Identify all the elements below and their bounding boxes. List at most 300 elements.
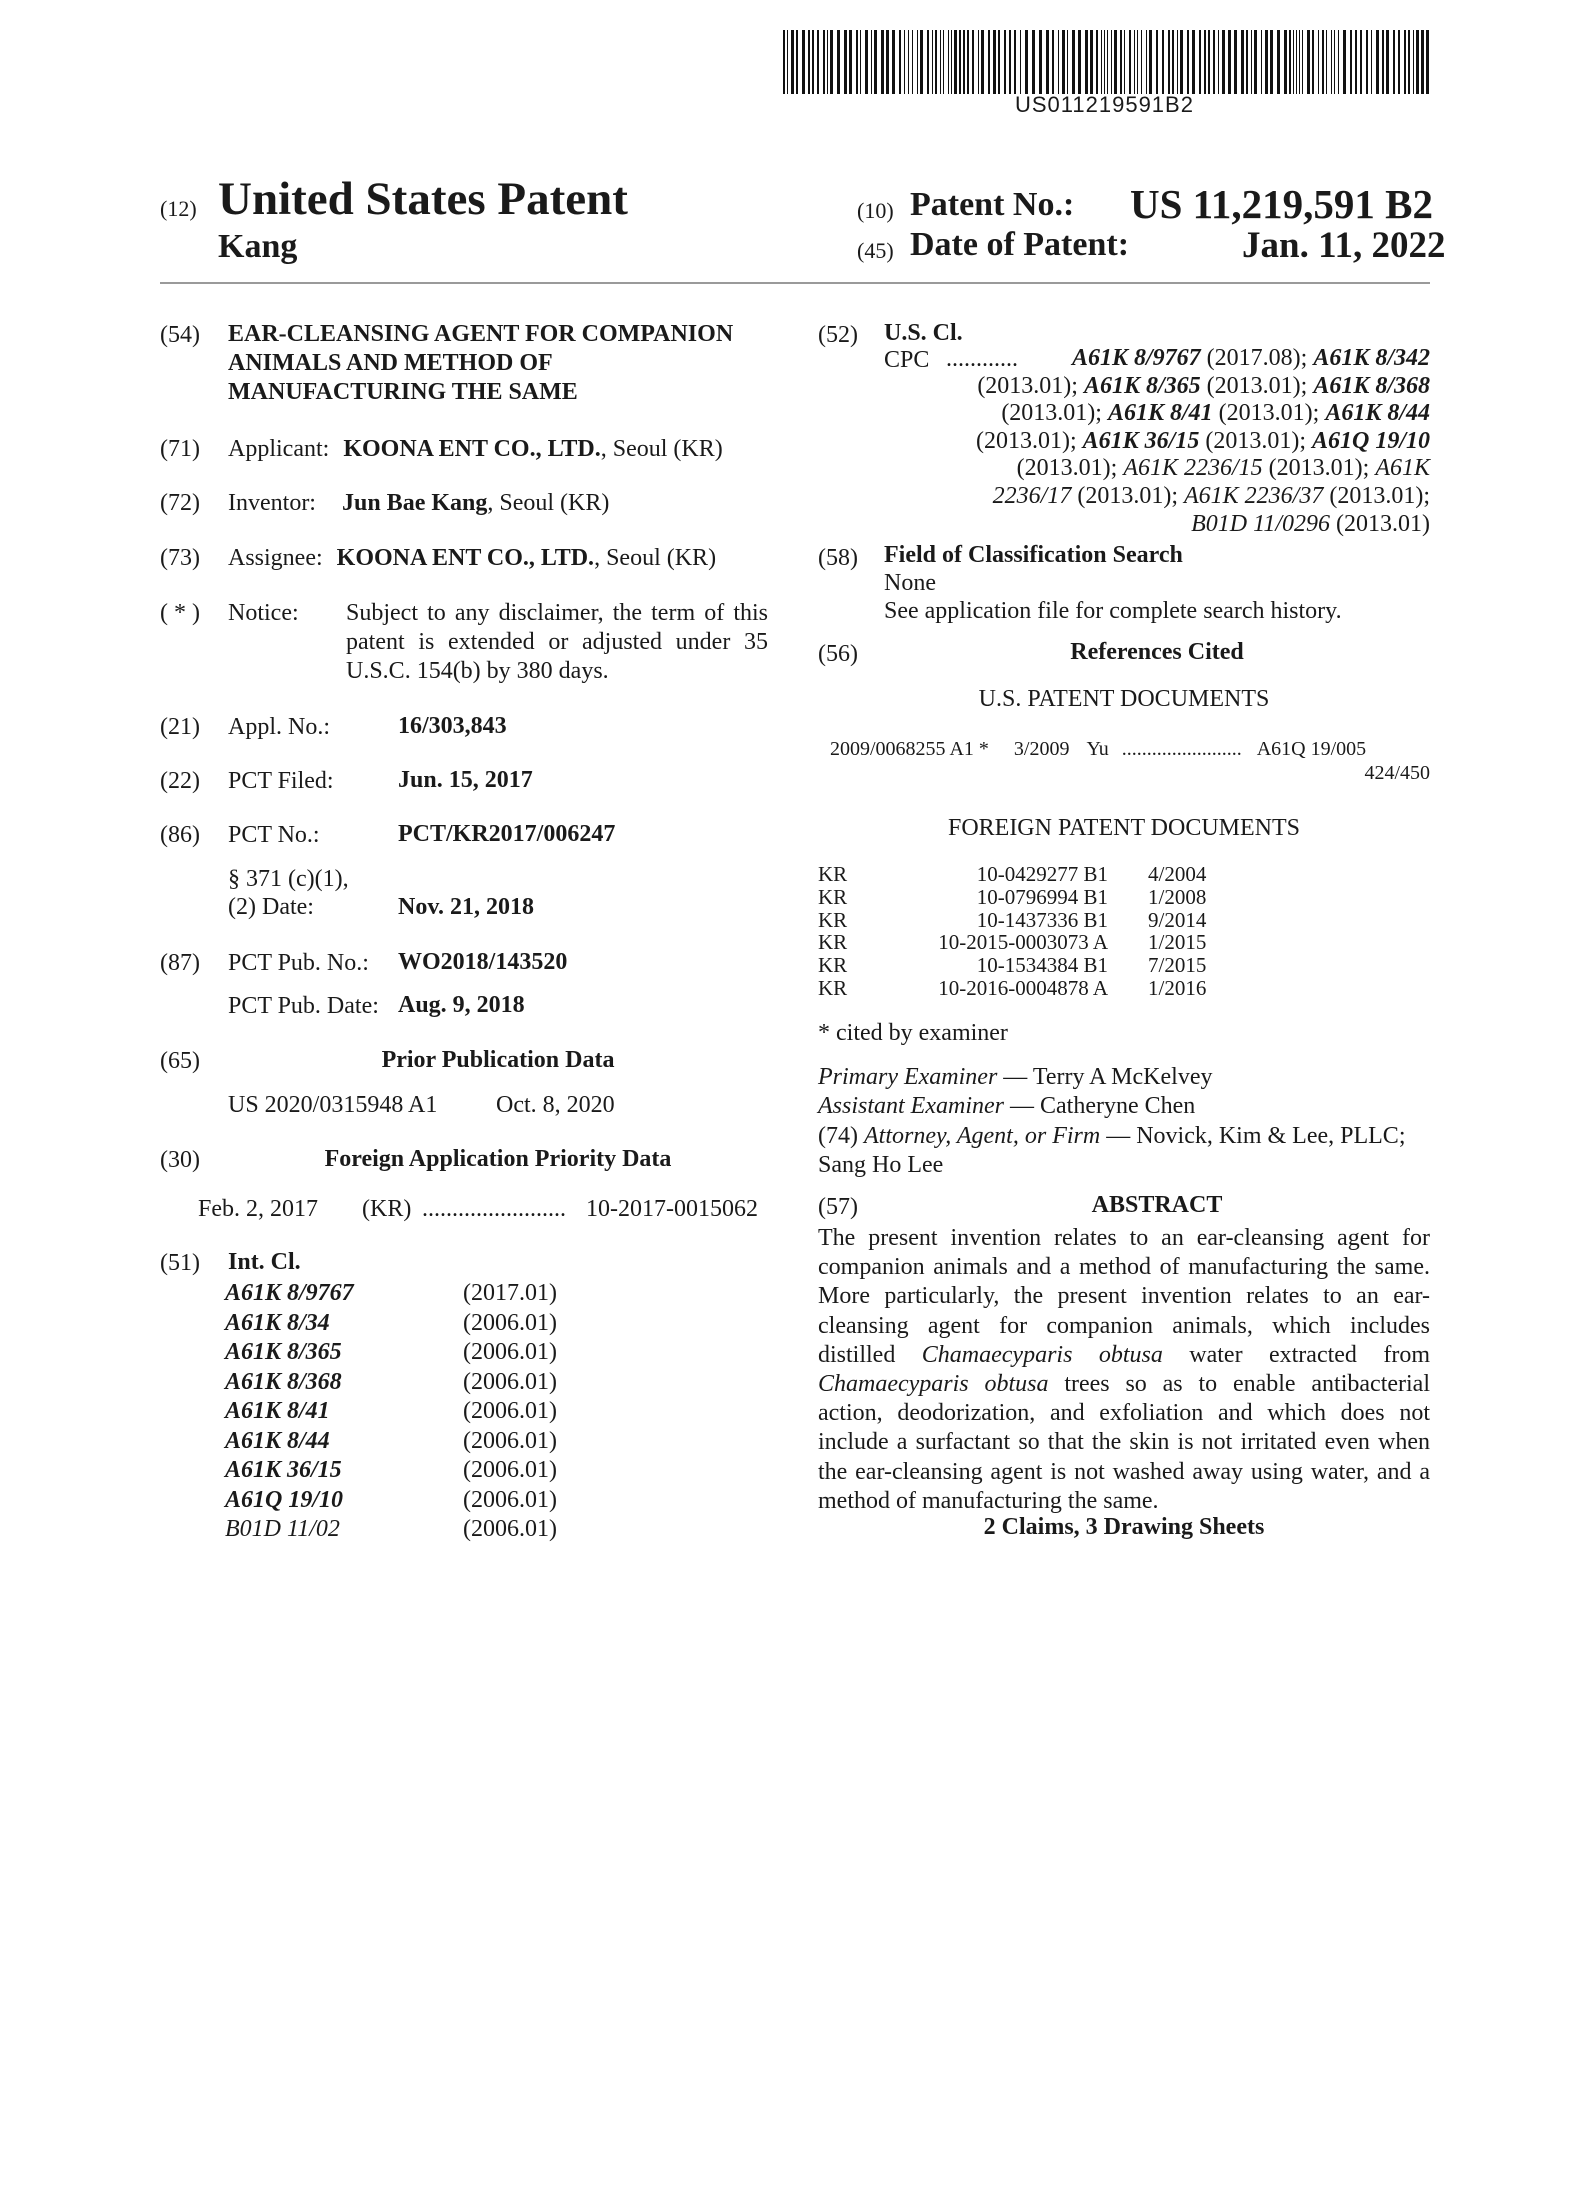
cpc-version: (2013.01): [1218, 400, 1313, 427]
applicant-location: , Seoul (KR): [600, 436, 723, 462]
barcode-bar: [886, 30, 889, 94]
barcode-bar: [1393, 30, 1395, 94]
intcl-heading: Int. Cl.: [228, 1249, 301, 1275]
foreign-doc-number: 10-0429277 B1: [976, 862, 1108, 886]
barcode-bar: [993, 30, 996, 94]
barcode-bar: [1141, 30, 1142, 94]
barcode-bar: [1199, 30, 1201, 94]
us-doc-class2: 424/450: [1364, 762, 1430, 784]
foreign-doc-country: KR: [818, 907, 848, 932]
barcode-bar: [1284, 30, 1287, 94]
abstract-heading: ABSTRACT: [1091, 1192, 1223, 1218]
barcode-bar: [881, 30, 884, 94]
header-rule: [160, 282, 1430, 284]
primary-examiner-label: Primary Examiner: [818, 1064, 998, 1090]
barcode-bar: [1085, 30, 1088, 94]
barcode-bar: [978, 30, 979, 94]
barcode-bar: [927, 30, 929, 94]
cpc-class: A61K 8/9767: [1071, 345, 1201, 371]
patent-no: US 11,219,591 B2: [1130, 181, 1433, 227]
barcode-bar: [1039, 30, 1042, 94]
barcode-bar: [1129, 30, 1131, 94]
foreign-doc-row: [818, 885, 1238, 909]
foreign-doc-date: 1/2008: [1148, 884, 1207, 909]
pct-filed-label: PCT Filed:: [228, 768, 334, 794]
barcode-bar: [1120, 30, 1122, 94]
barcode-bar: [1168, 30, 1170, 94]
pct-no-value: PCT/KR2017/006247: [398, 821, 616, 847]
pub-date-label: PCT Pub. Date:: [228, 993, 379, 1019]
intcl-class: A61K 8/44: [225, 1427, 330, 1454]
cpc-class: B01D 11/0296: [1191, 510, 1331, 537]
barcode-bar: [849, 30, 852, 94]
intcl-version: (2006.01): [463, 1457, 557, 1483]
cpc-class: A61K 8/365: [1083, 372, 1201, 399]
us-doc-class: A61Q 19/005: [1256, 738, 1367, 760]
barcode-bar: [1318, 30, 1319, 94]
abstract-part2: water extracted from: [1162, 1341, 1430, 1368]
patent-no-label: Patent No.:: [910, 186, 1075, 223]
foreign-number: 10-2017-0015062: [586, 1196, 758, 1222]
cpc-version: (2013.01): [1336, 510, 1430, 537]
inventor-code: (72): [160, 490, 200, 516]
attorney-label: Attorney, Agent, or Firm: [863, 1123, 1101, 1149]
cpc-dots: ............: [946, 346, 1018, 372]
cpc-class: A61K 8/44: [1325, 400, 1430, 427]
intcl-class: A61K 8/9767: [225, 1280, 354, 1306]
barcode-bar: [1177, 30, 1178, 94]
pct-filed-code: (22): [160, 768, 200, 794]
cpc-class: A61K 8/342: [1313, 345, 1430, 371]
barcode-bar: [1293, 30, 1294, 94]
foreign-doc-date: 1/2015: [1148, 930, 1207, 955]
barcode-bar: [1046, 30, 1049, 94]
barcode-bar: [787, 30, 788, 94]
abstract-part3: trees so as to enable antibacterial action, deodorization, and exfoliation and which does not include a surfactant so that the skin is not irritated even when the ear-cleansing agent is not washed away using water, and a method of manufacturing the same.: [818, 1371, 1430, 1514]
uscl-code: (52): [818, 322, 858, 348]
barcode-bar: [865, 30, 868, 94]
barcode-bar: [904, 30, 905, 94]
barcode-bar: [1326, 30, 1327, 94]
primary-examiner-row: [818, 1064, 1212, 1091]
intcl-version: (2017.01): [463, 1280, 557, 1306]
cited-by-note: * cited by examiner: [818, 1020, 1008, 1046]
us-doc-name: Yu: [1086, 738, 1109, 760]
pct-no-label: PCT No.:: [228, 822, 320, 848]
barcode-bar: [1331, 30, 1332, 94]
barcode-bar: [940, 30, 941, 94]
foreign-doc-number: 10-2015-0003073 A: [938, 930, 1108, 955]
attorney-code: (74): [818, 1123, 858, 1149]
claims-summary: 2 Claims, 3 Drawing Sheets: [983, 1514, 1265, 1540]
foreign-date: Feb. 2, 2017: [198, 1196, 318, 1222]
patent-date: Jan. 11, 2022: [1242, 225, 1446, 266]
foreign-doc-row: [818, 908, 1238, 932]
cpc-version: (2013.01): [977, 372, 1072, 399]
barcode-bar: [827, 30, 828, 94]
intcl-row: [225, 1487, 645, 1517]
barcode-bar: [1251, 30, 1252, 94]
fos-see: See application file for complete search history.: [884, 598, 1342, 624]
assistant-examiner-label: Assistant Examiner: [818, 1093, 1004, 1119]
s371-line1: § 371 (c)(1),: [228, 866, 349, 892]
code-45: (45): [857, 238, 894, 263]
barcode-bar: [1134, 30, 1135, 94]
barcode-bar: [783, 30, 785, 94]
barcode-bar: [1343, 30, 1346, 94]
foreign-doc-row: [818, 930, 1238, 954]
barcode-bar: [1426, 30, 1429, 94]
barcode-bar: [1014, 30, 1016, 94]
code-10: (10): [857, 198, 894, 223]
barcode-bar: [1107, 30, 1108, 94]
pub-no-code: (87): [160, 950, 200, 976]
cpc-version: (2013.01): [1206, 372, 1301, 399]
barcode-bar: [1265, 30, 1268, 94]
cpc-class: A61K 2236/17: [992, 455, 1430, 509]
intcl-row: [225, 1339, 645, 1369]
intcl-class: A61K 8/365: [225, 1339, 342, 1365]
barcode-bar: [1124, 30, 1125, 94]
intcl-class: A61K 8/34: [225, 1309, 330, 1336]
barcode-bar: [920, 30, 923, 94]
intcl-row: [225, 1398, 645, 1428]
attorney-block: [818, 1122, 1430, 1180]
foreign-doc-number: 10-1437336 B1: [976, 907, 1108, 932]
barcode-bar: [959, 30, 961, 94]
us-doc-dots: ........................: [1121, 738, 1242, 760]
ref-code: (56): [818, 641, 858, 667]
abstract-text: [818, 1224, 1430, 1516]
barcode-bar: [1111, 30, 1112, 94]
barcode-bar: [1307, 30, 1310, 94]
abstract-italic2: Chamaecyparis obtusa: [818, 1371, 1049, 1398]
barcode-bar: [1404, 30, 1406, 94]
intcl-version: (2006.01): [463, 1309, 557, 1336]
barcode-bar: [1421, 30, 1424, 94]
barcode-bar: [912, 30, 913, 94]
foreign-docs-heading: FOREIGN PATENT DOCUMENTS: [947, 815, 1301, 841]
date-label: Date of Patent:: [910, 226, 1130, 263]
intcl-class: A61K 36/15: [225, 1457, 342, 1483]
assignee-location: , Seoul (KR): [594, 545, 717, 571]
barcode-bar: [791, 30, 794, 94]
barcode-bar: [1114, 30, 1117, 94]
intcl-row: [225, 1310, 645, 1340]
barcode-bar: [1009, 30, 1011, 94]
barcode-bar: [1180, 30, 1183, 94]
barcode-bar: [1032, 30, 1035, 94]
code-12: (12): [160, 196, 197, 221]
barcode-bar: [1371, 30, 1372, 94]
assignee-label: Assignee:: [228, 545, 323, 571]
assignee-row: [228, 545, 716, 572]
barcode-bar: [1204, 30, 1206, 94]
barcode-bar: [1137, 30, 1138, 94]
barcode-bar: [1072, 30, 1075, 94]
barcode-bar: [1246, 30, 1248, 94]
intcl-code: (51): [160, 1250, 200, 1276]
abstract-code: (57): [818, 1194, 858, 1220]
assignee-name: KOONA ENT CO., LTD.: [336, 545, 595, 571]
barcode-bar: [908, 30, 909, 94]
inventor-location: , Seoul (KR): [487, 490, 610, 516]
barcode-bar: [1162, 30, 1164, 94]
barcode-bar: [951, 30, 952, 94]
barcode-bar: [1254, 30, 1257, 94]
barcode-bar: [954, 30, 957, 94]
cpc-version: (2013.01): [1016, 455, 1111, 482]
barcode-bar: [935, 30, 937, 94]
s371-value: Nov. 21, 2018: [398, 894, 535, 920]
foreign-heading: Foreign Application Priority Data: [324, 1146, 672, 1172]
barcode-bar: [874, 30, 877, 94]
intcl-version: (2006.01): [463, 1368, 557, 1395]
barcode-bar: [860, 30, 861, 94]
barcode-bar: [899, 30, 901, 94]
intcl-class: A61Q 19/10: [225, 1486, 344, 1513]
barcode-bar: [1020, 30, 1021, 94]
barcode-bar: [1234, 30, 1237, 94]
intcl-class: B01D 11/02: [225, 1516, 340, 1542]
barcode-bar: [1213, 30, 1215, 94]
barcode-bar: [1058, 30, 1059, 94]
barcode-bar: [796, 30, 798, 94]
assignee-code: (73): [160, 545, 200, 571]
assistant-dash: —: [1004, 1093, 1040, 1119]
barcode-bar: [823, 30, 825, 94]
foreign-dots: ........................: [422, 1196, 566, 1222]
barcode-bar: [1382, 30, 1384, 94]
intcl-version: (2006.01): [463, 1398, 557, 1424]
barcode-bar: [1338, 30, 1339, 94]
barcode-bar: [871, 30, 872, 94]
ref-heading: References Cited: [1070, 639, 1244, 665]
barcode-bar: [1366, 30, 1368, 94]
intcl-row: [225, 1428, 645, 1458]
barcode-bar: [1062, 30, 1065, 94]
fos-code: (58): [818, 545, 858, 571]
barcode-bar: [1296, 30, 1297, 94]
foreign-doc-date: 1/2016: [1148, 976, 1207, 1000]
inventor-surname: Kang: [218, 228, 298, 265]
cpc-version: (2017.08): [1206, 345, 1301, 371]
inventor-row: [228, 490, 609, 517]
s371-line2: (2) Date:: [228, 894, 314, 920]
barcode-bar: [1350, 30, 1352, 94]
foreign-doc-country: KR: [818, 884, 848, 909]
uscl-heading: U.S. Cl.: [884, 320, 963, 346]
attorney-name: Novick, Kim & Lee, PLLC; Sang Ho Lee: [818, 1123, 1406, 1178]
intcl-class: A61K 8/41: [225, 1398, 330, 1424]
barcode-number: US011219591B2: [1015, 92, 1194, 117]
us-doc-date: 3/2009: [1013, 738, 1070, 760]
primary-examiner-name: Terry A McKelvey: [1032, 1064, 1213, 1090]
barcode-bar: [1398, 30, 1400, 94]
barcode-bar: [1101, 30, 1102, 94]
barcode-bar: [802, 30, 805, 94]
patent-title: United States Patent: [218, 173, 628, 225]
inventor-label: Inventor:: [228, 490, 316, 516]
intcl-version: (2006.01): [463, 1339, 557, 1365]
prior-doc: US 2020/0315948 A1: [228, 1092, 438, 1118]
intcl-row: [225, 1369, 645, 1399]
foreign-doc-number: 10-2016-0004878 A: [938, 976, 1108, 1000]
barcode-bar: [1261, 30, 1262, 94]
inventor-name: Jun Bae Kang: [341, 490, 488, 516]
cpc-class: A61K 2236/15: [1123, 455, 1263, 482]
barcode-bar: [1270, 30, 1273, 94]
title-code: (54): [160, 322, 200, 348]
barcode-bar: [817, 30, 819, 94]
barcode-bar: [1156, 30, 1158, 94]
intcl-version: (2006.01): [463, 1486, 557, 1513]
barcode-bar: [1192, 30, 1195, 94]
barcode-bar: [1312, 30, 1314, 94]
foreign-doc-country: KR: [818, 930, 848, 955]
barcode-bar: [830, 30, 833, 94]
barcode-bar: [967, 30, 969, 94]
pub-no-value: WO2018/143520: [398, 949, 568, 975]
prior-date: Oct. 8, 2020: [496, 1092, 615, 1118]
cpc-class: A61K 8/368: [1313, 372, 1430, 399]
cpc-version: (2013.01): [975, 427, 1070, 454]
foreign-country: (KR): [362, 1196, 412, 1222]
barcode-bar: [1322, 30, 1324, 94]
barcode-bar: [948, 30, 949, 94]
prior-code: (65): [160, 1048, 200, 1074]
barcode-bar: [1416, 30, 1419, 94]
foreign-doc-number: 10-0796994 B1: [976, 884, 1108, 909]
cpc-class: A61K 2236/37: [1184, 482, 1324, 509]
foreign-doc-date: 4/2004: [1148, 862, 1207, 886]
foreign-code: (30): [160, 1147, 200, 1173]
appl-code: (21): [160, 714, 200, 740]
us-doc-number: 2009/0068255 A1 *: [830, 738, 989, 760]
foreign-doc-country: KR: [818, 953, 848, 978]
foreign-doc-row: [818, 953, 1238, 977]
barcode-bar: [1025, 30, 1028, 94]
cpc-version: (2013.01): [1205, 427, 1300, 454]
barcode-bar: [943, 30, 944, 94]
barcode-bar: [1222, 30, 1225, 94]
barcode-bar: [1302, 30, 1303, 94]
barcode-bar: [972, 30, 974, 94]
barcode-bar: [1228, 30, 1231, 94]
applicant-name: KOONA ENT CO., LTD.: [343, 436, 601, 462]
applicant-code: (71): [160, 436, 200, 462]
pub-date-value: Aug. 9, 2018: [398, 992, 525, 1018]
foreign-doc-date: 7/2015: [1148, 953, 1207, 978]
barcode-bar: [1096, 30, 1098, 94]
intcl-class: A61K 8/368: [225, 1368, 342, 1395]
abstract-part1: The present invention relates to an ear-cleansing agent for companion animals and a method of manufacturing the same. More particularly, the present invention relates to an ear-cleansing agent for companion animals, which includes distilled: [818, 1225, 1430, 1368]
fos-none: None: [884, 570, 936, 596]
attorney-dash: —: [1100, 1123, 1137, 1149]
barcode-bar: [1241, 30, 1244, 94]
barcode-bar: [892, 30, 895, 94]
applicant-label: Applicant:: [228, 436, 330, 462]
foreign-doc-number: 10-1534384 B1: [976, 953, 1108, 978]
intcl-version: (2006.01): [463, 1427, 557, 1454]
foreign-doc-row: [818, 976, 1238, 1000]
barcode-bar: [812, 30, 814, 94]
barcode-bar: [988, 30, 990, 94]
foreign-doc-country: KR: [818, 976, 848, 1000]
foreign-doc-row: [818, 862, 1238, 886]
pct-filed-value: Jun. 15, 2017: [398, 767, 533, 793]
barcode: [783, 30, 1430, 94]
cpc-codes: A61K 8/9767 (2017.08); A61K 8/342 (2013.01); A61K 8/365 (2013.01); A61K 8/368 (2013.01); A61K 8/41 (2013.01); A61K 8/44 (2013.01); A61K 36/15 (2013.01); A61Q 19/10 (2013.01); A61K 2236/15 (2013.01); A61K 2236/17 (2013.01); A61K 2236/37 (2013.01); B01D 11/0296 (2013.01): [975, 345, 1430, 537]
cpc-class: A61K 8/41: [1107, 400, 1213, 427]
notice-code: ( * ): [160, 600, 200, 626]
notice-label: Notice:: [228, 600, 299, 626]
intcl-version: (2006.01): [463, 1516, 557, 1542]
barcode-bar: [844, 30, 847, 94]
cpc-version: (2013.01): [1001, 400, 1096, 427]
foreign-doc-country: KR: [818, 862, 848, 886]
intcl-row: [225, 1516, 645, 1546]
barcode-bar: [808, 30, 810, 94]
barcode-bar: [1208, 30, 1210, 94]
foreign-doc-date: 9/2014: [1148, 907, 1207, 932]
intcl-row: [225, 1457, 645, 1487]
us-docs-heading: U.S. PATENT DOCUMENTS: [978, 686, 1270, 712]
cpc-class: A61K 36/15: [1082, 427, 1200, 454]
cpc-version: (2013.01): [1329, 482, 1424, 509]
barcode-bar: [932, 30, 933, 94]
barcode-bar: [1413, 30, 1414, 94]
prior-heading: Prior Publication Data: [381, 1047, 615, 1073]
intcl-row: [225, 1280, 645, 1310]
barcode-bar: [1149, 30, 1152, 94]
appl-label: Appl. No.:: [228, 714, 330, 740]
barcode-bar: [1067, 30, 1068, 94]
barcode-bar: [856, 30, 858, 94]
notice-text: Subject to any disclaimer, the term of this patent is extended or adjusted under 35 U.S.C. 154(b) by 380 days.: [346, 600, 768, 684]
us-doc-row: [830, 738, 1366, 761]
barcode-bar: [981, 30, 984, 94]
barcode-bar: [1299, 30, 1300, 94]
fos-heading: Field of Classification Search: [884, 542, 1183, 568]
barcode-bar: [1289, 30, 1291, 94]
barcode-bar: [1187, 30, 1189, 94]
assistant-examiner-row: [818, 1093, 1195, 1120]
barcode-bar: [963, 30, 965, 94]
barcode-bar: [837, 30, 840, 94]
barcode-bar: [1052, 30, 1054, 94]
barcode-bar: [1277, 30, 1280, 94]
cpc-version: (2013.01): [1077, 482, 1172, 509]
barcode-bar: [1408, 30, 1410, 94]
invention-title: EAR-CLEANSING AGENT FOR COMPANION ANIMALS AND METHOD OF MANUFACTURING THE SAME: [228, 321, 734, 405]
barcode-bar: [1090, 30, 1093, 94]
primary-dash: —: [997, 1064, 1033, 1090]
barcode-bar: [998, 30, 1000, 94]
assistant-examiner-name: Catheryne Chen: [1040, 1093, 1196, 1119]
cpc-version: (2013.01): [1268, 455, 1363, 482]
cpc-label: CPC: [884, 347, 930, 373]
abstract-italic1: Chamaecyparis obtusa: [921, 1341, 1163, 1368]
barcode-bar: [1360, 30, 1362, 94]
applicant-row: [228, 436, 723, 463]
barcode-bar: [1386, 30, 1389, 94]
barcode-bar: [1376, 30, 1379, 94]
barcode-bar: [1218, 30, 1219, 94]
appl-value: 16/303,843: [398, 713, 507, 739]
barcode-bar: [1172, 30, 1174, 94]
barcode-bar: [1334, 30, 1335, 94]
